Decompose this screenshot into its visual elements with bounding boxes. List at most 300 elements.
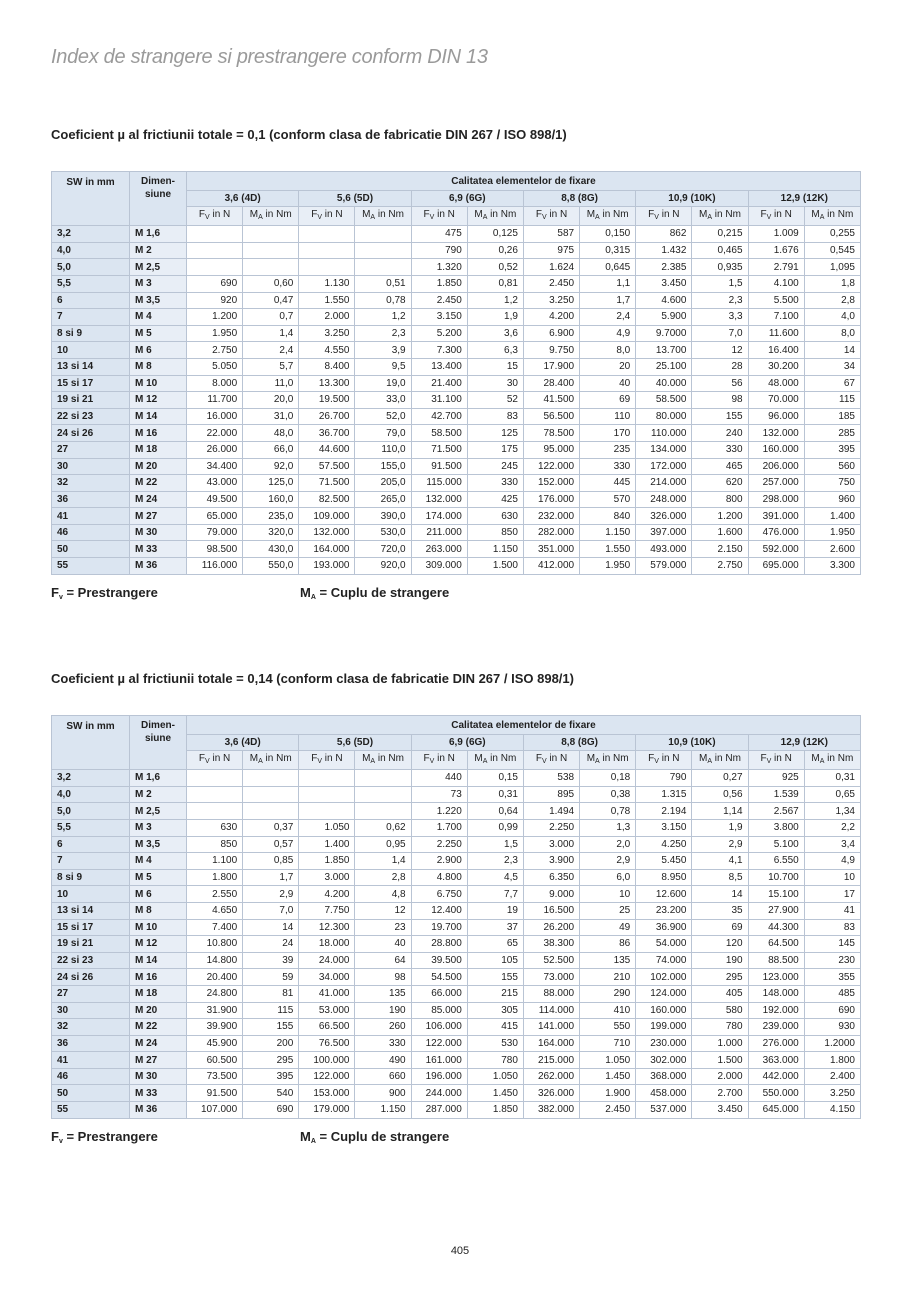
ma-value-cell: 690 [243, 1102, 299, 1119]
fv-value-cell: 1.539 [748, 786, 804, 803]
dimension-cell: M 24 [130, 491, 187, 508]
fv-value-cell: 79.000 [187, 524, 243, 541]
fv-value-cell: 326.000 [523, 1085, 579, 1102]
fv-value-cell: 3.150 [636, 819, 692, 836]
ma-value-cell: 3,4 [804, 836, 860, 853]
dimension-cell: M 30 [130, 524, 187, 541]
dimension-cell: M 16 [130, 969, 187, 986]
sw-cell: 7 [52, 309, 130, 326]
class-header: 8,8 (8G) [523, 734, 635, 751]
ma-value-cell: 160,0 [243, 491, 299, 508]
ma-value-cell: 0,7 [243, 309, 299, 326]
fv-value-cell: 1.009 [748, 226, 804, 243]
fv-value-cell: 9.000 [523, 886, 579, 903]
fv-value-cell: 3.150 [411, 309, 467, 326]
ma-value-cell: 4,5 [467, 869, 523, 886]
ma-value-cell: 14 [243, 919, 299, 936]
ma-value-cell: 0,150 [580, 226, 636, 243]
fv-value-cell: 172.000 [636, 458, 692, 475]
table-row [52, 869, 861, 886]
fv-value-cell: 587 [523, 226, 579, 243]
dimension-cell: M 10 [130, 919, 187, 936]
ma-value-cell: 2.750 [692, 558, 748, 575]
ma-value-cell: 9,5 [355, 358, 411, 375]
ma-value-cell: 14 [692, 886, 748, 903]
ma-value-cell: 2,3 [467, 853, 523, 870]
dimension-cell: M 22 [130, 1019, 187, 1036]
ma-value-cell: 81 [243, 985, 299, 1002]
fv-value-cell: 230.000 [636, 1035, 692, 1052]
ma-value-cell: 630 [467, 508, 523, 525]
fv-value-cell: 3.900 [523, 853, 579, 870]
ma-value-cell: 750 [804, 475, 860, 492]
sw-cell: 3,2 [52, 226, 130, 243]
ma-value-cell: 0,125 [467, 226, 523, 243]
fv-value-cell: 12.400 [411, 902, 467, 919]
fv-unit-header: $F_V$ in N [299, 751, 355, 770]
ma-value-cell: 330 [580, 458, 636, 475]
dimension-cell: M 33 [130, 541, 187, 558]
fv-value-cell: 49.500 [187, 491, 243, 508]
fv-value-cell: 80.000 [636, 408, 692, 425]
fv-value-cell: 196.000 [411, 1068, 467, 1085]
ma-value-cell: 52 [467, 392, 523, 409]
dimension-cell: M 2 [130, 786, 187, 803]
fv-value-cell: 39.500 [411, 952, 467, 969]
fv-value-cell: 1.130 [299, 275, 355, 292]
dimension-cell: M 24 [130, 1035, 187, 1052]
table-row [52, 1068, 861, 1085]
section-friction-0-1 [51, 125, 861, 607]
fv-unit-header: $F_V$ in N [748, 751, 804, 770]
fv-value-cell: 1.494 [523, 803, 579, 820]
ma-value-cell: 395 [804, 441, 860, 458]
ma-value-cell: 800 [692, 491, 748, 508]
fv-value-cell: 1.850 [299, 853, 355, 870]
fv-value-cell: 5.900 [636, 309, 692, 326]
fv-value-cell: 66.000 [411, 985, 467, 1002]
ma-value-cell: 780 [467, 1052, 523, 1069]
fv-value-cell: 592.000 [748, 541, 804, 558]
fv-value-cell: 19.500 [299, 392, 355, 409]
ma-value-cell: 210 [580, 969, 636, 986]
ma-value-cell: 320,0 [243, 524, 299, 541]
ma-value-cell: 110 [580, 408, 636, 425]
ma-value-cell: 1,2 [355, 309, 411, 326]
dimension-cell: M 1,6 [130, 226, 187, 243]
fv-value-cell: 2.250 [411, 836, 467, 853]
sw-cell: 41 [52, 1052, 130, 1069]
ma-value-cell: 1.900 [580, 1085, 636, 1102]
table-row [52, 226, 861, 243]
ma-value-cell: 1.550 [580, 541, 636, 558]
table-row [52, 242, 861, 259]
sw-cell: 27 [52, 441, 130, 458]
ma-value-cell: 1,4 [355, 853, 411, 870]
fv-value-cell: 28.400 [523, 375, 579, 392]
legend [51, 1129, 861, 1151]
fv-value-cell: 153.000 [299, 1085, 355, 1102]
fv-value-cell: 214.000 [636, 475, 692, 492]
fv-value-cell: 391.000 [748, 508, 804, 525]
ma-value-cell: 3,3 [692, 309, 748, 326]
fv-value-cell: 3.800 [748, 819, 804, 836]
fv-value-cell: 326.000 [636, 508, 692, 525]
ma-value-cell: 48,0 [243, 425, 299, 442]
fv-value-cell: 1.200 [187, 309, 243, 326]
ma-value-cell: 170 [580, 425, 636, 442]
ma-value-cell: 0,38 [580, 786, 636, 803]
fv-value-cell: 257.000 [748, 475, 804, 492]
ma-value-cell: 1.950 [804, 524, 860, 541]
sw-cell: 46 [52, 524, 130, 541]
fv-unit-header: $F_V$ in N [523, 751, 579, 770]
ma-value-cell: 0,85 [243, 853, 299, 870]
dimension-cell: M 2,5 [130, 259, 187, 276]
page-header-title: Index de strangere si prestrangere conform DIN 13 [51, 46, 488, 68]
ma-value-cell: 86 [580, 936, 636, 953]
ma-value-cell: 15 [467, 358, 523, 375]
ma-value-cell: 540 [243, 1085, 299, 1102]
fv-value-cell: 7.400 [187, 919, 243, 936]
ma-value-cell [355, 226, 411, 243]
ma-value-cell: 240 [692, 425, 748, 442]
fv-value-cell: 24.800 [187, 985, 243, 1002]
class-header: 10,9 (10K) [636, 190, 748, 207]
fv-value-cell: 440 [411, 770, 467, 787]
fv-value-cell: 7.300 [411, 342, 467, 359]
fv-value-cell: 1.432 [636, 242, 692, 259]
table-row [52, 819, 861, 836]
fv-value-cell: 74.000 [636, 952, 692, 969]
ma-value-cell: 11,0 [243, 375, 299, 392]
ma-value-cell: 1.050 [580, 1052, 636, 1069]
ma-value-cell: 1,095 [804, 259, 860, 276]
ma-value-cell: 1.150 [580, 524, 636, 541]
ma-value-cell: 0,545 [804, 242, 860, 259]
table-row [52, 786, 861, 803]
dimension-cell: M 6 [130, 886, 187, 903]
ma-value-cell: 2.000 [692, 1068, 748, 1085]
ma-value-cell: 1.950 [580, 558, 636, 575]
sw-cell: 27 [52, 985, 130, 1002]
ma-value-cell: 105 [467, 952, 523, 969]
ma-value-cell: 4,8 [355, 886, 411, 903]
fv-value-cell: 8.950 [636, 869, 692, 886]
table-row [52, 1102, 861, 1119]
fv-value-cell: 1.315 [636, 786, 692, 803]
fv-value-cell: 368.000 [636, 1068, 692, 1085]
sw-cell: 5,5 [52, 819, 130, 836]
ma-value-cell: 19 [467, 902, 523, 919]
ma-value-cell: 40 [355, 936, 411, 953]
ma-value-cell: 1.800 [804, 1052, 860, 1069]
ma-value-cell: 660 [355, 1068, 411, 1085]
ma-value-cell: 305 [467, 1002, 523, 1019]
fv-value-cell: 1.624 [523, 259, 579, 276]
table-row [52, 853, 861, 870]
sw-cell: 15 si 17 [52, 919, 130, 936]
fv-value-cell: 790 [636, 770, 692, 787]
sw-cell: 32 [52, 1019, 130, 1036]
dimension-cell: M 8 [130, 902, 187, 919]
dimension-cell: M 20 [130, 458, 187, 475]
fv-value-cell: 690 [187, 275, 243, 292]
ma-unit-header: $M_A$ in Nm [580, 751, 636, 770]
ma-unit-header: $M_A$ in Nm [243, 751, 299, 770]
ma-value-cell: 3,6 [467, 325, 523, 342]
fv-value-cell: 6.550 [748, 853, 804, 870]
ma-value-cell: 125,0 [243, 475, 299, 492]
sw-cell: 41 [52, 508, 130, 525]
fv-value-cell: 2.450 [411, 292, 467, 309]
ma-value-cell: 1,4 [243, 325, 299, 342]
sw-header: SW in mm [52, 716, 130, 770]
ma-value-cell: 1.150 [467, 541, 523, 558]
ma-value-cell [243, 803, 299, 820]
fv-value-cell: 3.450 [636, 275, 692, 292]
fv-value-cell: 43.000 [187, 475, 243, 492]
fv-value-cell: 1.550 [299, 292, 355, 309]
fv-value-cell: 1.220 [411, 803, 467, 820]
ma-unit-header: $M_A$ in Nm [355, 751, 411, 770]
fv-value-cell: 645.000 [748, 1102, 804, 1119]
fv-value-cell: 65.000 [187, 508, 243, 525]
ma-value-cell: 0,57 [243, 836, 299, 853]
fv-value-cell: 10.700 [748, 869, 804, 886]
fv-value-cell: 66.500 [299, 1019, 355, 1036]
ma-value-cell: 49 [580, 919, 636, 936]
ma-value-cell: 64 [355, 952, 411, 969]
ma-value-cell: 2,8 [804, 292, 860, 309]
legend-ma: $M_A$ = Cuplu de strangere [300, 584, 450, 601]
fv-value-cell: 123.000 [748, 969, 804, 986]
table-row [52, 458, 861, 475]
sw-cell: 46 [52, 1068, 130, 1085]
fv-value-cell: 475 [411, 226, 467, 243]
fv-value-cell: 11.600 [748, 325, 804, 342]
ma-value-cell [243, 259, 299, 276]
ma-value-cell: 115 [243, 1002, 299, 1019]
ma-value-cell: 0,47 [243, 292, 299, 309]
sw-cell: 5,5 [52, 275, 130, 292]
table-row [52, 524, 861, 541]
sw-cell: 10 [52, 342, 130, 359]
ma-value-cell: 1.600 [692, 524, 748, 541]
sw-cell: 36 [52, 1035, 130, 1052]
ma-value-cell: 405 [692, 985, 748, 1002]
table-title: Coeficient µ al frictiunii totale = 0,1 (conform clasa de fabricatie DIN 267 / ISO 898/1) [51, 127, 567, 142]
fv-value-cell: 134.000 [636, 441, 692, 458]
table-row [52, 985, 861, 1002]
fv-value-cell: 7.750 [299, 902, 355, 919]
fv-value-cell: 122.000 [299, 1068, 355, 1085]
fv-value-cell: 276.000 [748, 1035, 804, 1052]
ma-value-cell: 415 [467, 1019, 523, 1036]
fv-value-cell: 262.000 [523, 1068, 579, 1085]
fv-value-cell: 6.750 [411, 886, 467, 903]
fv-value-cell: 124.000 [636, 985, 692, 1002]
fv-value-cell: 36.700 [299, 425, 355, 442]
fv-value-cell: 4.250 [636, 836, 692, 853]
table-row [52, 375, 861, 392]
ma-unit-header: $M_A$ in Nm [692, 207, 748, 226]
ma-value-cell: 290 [580, 985, 636, 1002]
ma-value-cell: 900 [355, 1085, 411, 1102]
fv-value-cell: 5.100 [748, 836, 804, 853]
sw-cell: 50 [52, 1085, 130, 1102]
dimension-cell: M 2,5 [130, 803, 187, 820]
sw-cell: 5,0 [52, 259, 130, 276]
fv-value-cell: 70.000 [748, 392, 804, 409]
ma-value-cell: 12 [692, 342, 748, 359]
ma-value-cell: 69 [692, 919, 748, 936]
ma-value-cell: 1.050 [467, 1068, 523, 1085]
table-row [52, 408, 861, 425]
fv-value-cell: 4.200 [523, 309, 579, 326]
fv-value-cell [187, 259, 243, 276]
dimension-header: Dimen- siune [130, 716, 187, 770]
table-body [52, 770, 861, 1118]
ma-value-cell: 25 [580, 902, 636, 919]
ma-value-cell [355, 242, 411, 259]
ma-value-cell: 0,64 [467, 803, 523, 820]
ma-value-cell: 200 [243, 1035, 299, 1052]
ma-value-cell: 1.500 [692, 1052, 748, 1069]
fv-value-cell: 8.400 [299, 358, 355, 375]
ma-value-cell: 83 [467, 408, 523, 425]
fv-value-cell: 298.000 [748, 491, 804, 508]
fv-value-cell: 1.700 [411, 819, 467, 836]
fv-value-cell: 550.000 [748, 1085, 804, 1102]
ma-value-cell: 1.500 [467, 558, 523, 575]
ma-value-cell: 0,27 [692, 770, 748, 787]
sw-cell: 4,0 [52, 786, 130, 803]
ma-value-cell: 69 [580, 392, 636, 409]
ma-value-cell: 185 [804, 408, 860, 425]
ma-value-cell: 265,0 [355, 491, 411, 508]
class-header: 6,9 (6G) [411, 734, 523, 751]
ma-value-cell: 8,5 [692, 869, 748, 886]
ma-value-cell: 10 [580, 886, 636, 903]
fv-value-cell: 6.350 [523, 869, 579, 886]
fv-value-cell: 1.050 [299, 819, 355, 836]
ma-value-cell: 155,0 [355, 458, 411, 475]
ma-value-cell: 295 [692, 969, 748, 986]
ma-value-cell: 0,56 [692, 786, 748, 803]
fv-value-cell: 148.000 [748, 985, 804, 1002]
sw-cell: 8 si 9 [52, 325, 130, 342]
sw-cell: 24 si 26 [52, 425, 130, 442]
ma-value-cell: 14 [804, 342, 860, 359]
legend-ma: $M_A$ = Cuplu de strangere [300, 1128, 450, 1145]
ma-value-cell: 20,0 [243, 392, 299, 409]
fv-value-cell: 88.500 [748, 952, 804, 969]
ma-value-cell [355, 803, 411, 820]
fv-unit-header: $F_V$ in N [187, 207, 243, 226]
fv-value-cell: 1.320 [411, 259, 467, 276]
ma-value-cell: 56 [692, 375, 748, 392]
ma-value-cell: 4,1 [692, 853, 748, 870]
fv-value-cell: 4.800 [411, 869, 467, 886]
ma-value-cell [355, 786, 411, 803]
fv-value-cell: 1.400 [299, 836, 355, 853]
ma-unit-header: $M_A$ in Nm [804, 207, 860, 226]
ma-unit-header: $M_A$ in Nm [580, 207, 636, 226]
fv-value-cell: 38.300 [523, 936, 579, 953]
ma-value-cell: 2.450 [580, 1102, 636, 1119]
dimension-cell: M 16 [130, 425, 187, 442]
dimension-cell: M 12 [130, 936, 187, 953]
fv-value-cell: 862 [636, 226, 692, 243]
section-friction-0-14 [51, 669, 861, 1151]
ma-value-cell: 485 [804, 985, 860, 1002]
ma-value-cell: 215 [467, 985, 523, 1002]
ma-value-cell: 0,37 [243, 819, 299, 836]
ma-value-cell: 1,5 [692, 275, 748, 292]
ma-value-cell: 4,9 [804, 853, 860, 870]
table-row [52, 770, 861, 787]
ma-value-cell: 0,15 [467, 770, 523, 787]
table-row [52, 1035, 861, 1052]
ma-value-cell: 98 [355, 969, 411, 986]
fv-value-cell: 4.200 [299, 886, 355, 903]
sw-cell: 50 [52, 541, 130, 558]
fv-value-cell: 2.550 [187, 886, 243, 903]
ma-value-cell: 2,9 [692, 836, 748, 853]
fv-value-cell: 630 [187, 819, 243, 836]
fv-value-cell: 164.000 [523, 1035, 579, 1052]
fv-value-cell: 91.500 [411, 458, 467, 475]
table-row [52, 886, 861, 903]
fv-value-cell: 56.500 [523, 408, 579, 425]
class-header: 3,6 (4D) [187, 734, 299, 751]
ma-value-cell: 2,8 [355, 869, 411, 886]
table-row [52, 342, 861, 359]
fv-value-cell: 31.100 [411, 392, 467, 409]
ma-value-cell: 115 [804, 392, 860, 409]
fv-value-cell: 18.000 [299, 936, 355, 953]
ma-value-cell: 1,1 [580, 275, 636, 292]
fv-value-cell: 95.000 [523, 441, 579, 458]
table-row [52, 475, 861, 492]
fv-value-cell: 40.000 [636, 375, 692, 392]
ma-value-cell: 0,255 [804, 226, 860, 243]
class-header: 3,6 (4D) [187, 190, 299, 207]
ma-value-cell: 31,0 [243, 408, 299, 425]
fv-value-cell: 24.000 [299, 952, 355, 969]
fv-value-cell: 21.400 [411, 375, 467, 392]
ma-value-cell: 260 [355, 1019, 411, 1036]
ma-value-cell: 98 [692, 392, 748, 409]
ma-value-cell [355, 770, 411, 787]
ma-value-cell: 930 [804, 1019, 860, 1036]
table-row [52, 558, 861, 575]
fv-value-cell: 48.000 [748, 375, 804, 392]
legend [51, 585, 861, 607]
fv-value-cell: 39.900 [187, 1019, 243, 1036]
fv-value-cell: 15.100 [748, 886, 804, 903]
ma-value-cell: 4,9 [580, 325, 636, 342]
sw-cell: 24 si 26 [52, 969, 130, 986]
ma-value-cell: 35 [692, 902, 748, 919]
fv-value-cell: 114.000 [523, 1002, 579, 1019]
fv-value-cell: 206.000 [748, 458, 804, 475]
ma-value-cell: 550 [580, 1019, 636, 1036]
ma-value-cell: 67 [804, 375, 860, 392]
ma-value-cell: 2.150 [692, 541, 748, 558]
ma-value-cell: 155 [467, 969, 523, 986]
